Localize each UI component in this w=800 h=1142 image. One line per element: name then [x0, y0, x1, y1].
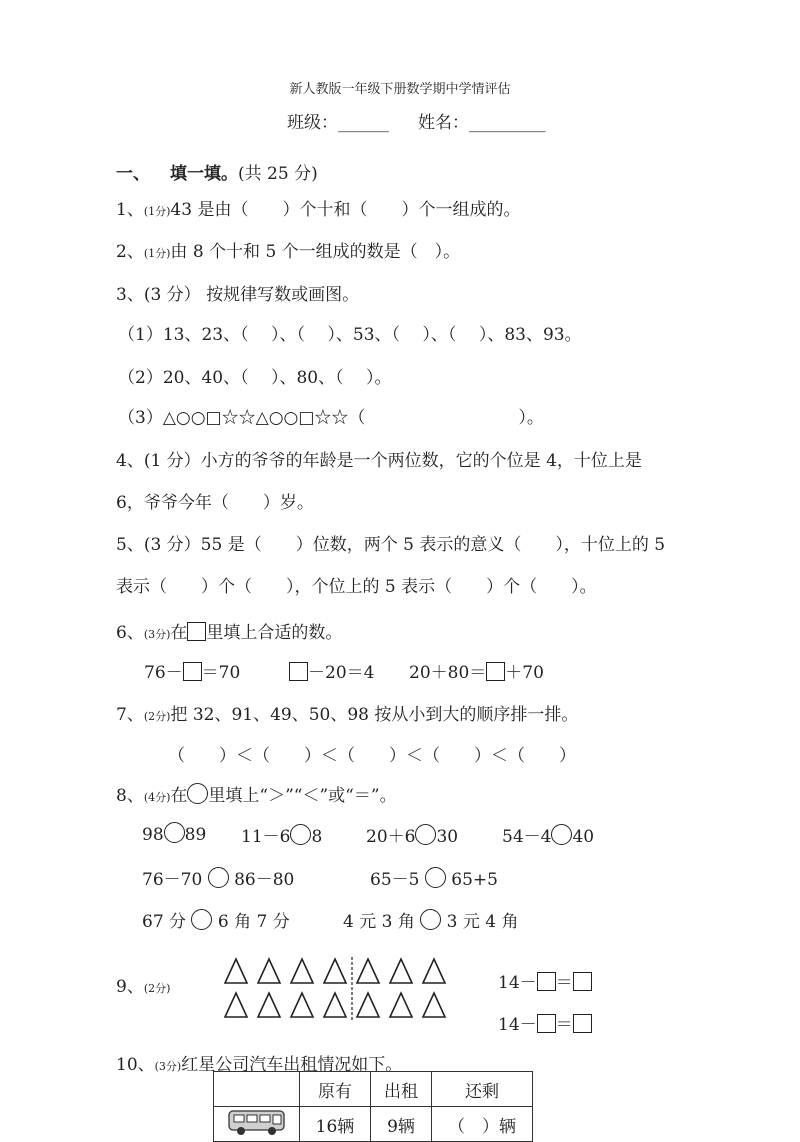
right-operand: 6 角 7 分 [217, 912, 290, 932]
triangle-icon [258, 993, 280, 1017]
left-operand: 67 分 [142, 912, 187, 932]
question-3-heading: 3、(3 分） 按规律写数或画图。 [116, 285, 360, 305]
left-operand: 20＋6 [366, 827, 416, 847]
bus-image-cell [214, 1107, 300, 1142]
question-text: 在 [170, 623, 188, 643]
question-3-line-1: （1）13、23、（ ）、（ ）、53、（ ）、（ ）、83、93。 [118, 325, 582, 345]
right-operand: 8 [311, 827, 323, 847]
left-operand: 65－5 [370, 870, 420, 890]
expr-text: －20＝4 [308, 663, 375, 683]
right-operand: 86－80 [234, 870, 295, 890]
table-row [214, 1107, 533, 1142]
triangle-icon [258, 959, 280, 983]
section-score: (共 25 分) [238, 164, 318, 184]
compare-circle[interactable] [551, 824, 572, 845]
question-number: 6、 [116, 623, 144, 643]
q9-equation-2 [498, 1010, 592, 1035]
table-header-cell: 原有 [300, 1072, 371, 1107]
question-text: 里填上合适的数。 [206, 623, 343, 643]
q6-expression-2 [289, 658, 374, 683]
question-text: 在 [170, 786, 188, 806]
triangle-icon [225, 959, 247, 983]
question-1 [116, 195, 520, 220]
expr-text: ＝70 [201, 663, 241, 683]
q8-compare [142, 822, 206, 845]
question-number: 8、 [116, 786, 144, 806]
answer-box[interactable] [537, 972, 556, 991]
triangle-icon [357, 959, 379, 983]
compare-circle[interactable] [415, 824, 436, 845]
question-number: 2、 [116, 242, 144, 262]
question-points: (3分) [154, 1060, 182, 1073]
q6-expression-3 [409, 658, 544, 683]
triangle-icon [324, 993, 346, 1017]
left-operand: 11－6 [241, 827, 291, 847]
q8-compare [370, 865, 498, 890]
question-points: (1分) [143, 205, 171, 218]
expr-text: ＝ [555, 1015, 573, 1035]
table-answer-cell[interactable]: （ ）辆 [432, 1107, 533, 1142]
question-points: (1分) [143, 247, 171, 260]
q8-compare [241, 822, 322, 847]
compare-circle[interactable] [420, 909, 441, 930]
question-number: 9、 [116, 977, 144, 997]
triangle-icon [291, 993, 313, 1017]
left-operand: 54－4 [502, 827, 552, 847]
question-number: 10、 [116, 1055, 155, 1075]
answer-box[interactable] [486, 662, 505, 681]
question-number: 1、 [116, 200, 144, 220]
table-header-cell: 出租 [371, 1072, 432, 1107]
answer-circle-icon [187, 783, 208, 804]
left-operand: 4 元 3 角 [343, 912, 415, 932]
answer-box[interactable] [573, 1014, 592, 1033]
expr-text: 14－ [498, 973, 537, 993]
question-4-line-2: 6，爷爷今年（ ）岁。 [116, 493, 314, 513]
question-3-line-2: （2）20、40、（ ）、80、（ ）。 [118, 368, 392, 388]
question-6 [116, 618, 342, 643]
compare-circle[interactable] [191, 909, 212, 930]
expr-text: 20＋80＝ [409, 663, 487, 683]
table-cell: 9辆 [371, 1107, 432, 1142]
question-9 [116, 972, 170, 997]
question-text: 由 8 个十和 5 个一组成的数是（ ）。 [170, 242, 461, 262]
right-operand: 40 [572, 827, 595, 847]
table-header-row [214, 1072, 533, 1107]
q8-compare [142, 907, 290, 932]
question-text: 里填上“＞”“＜”或“＝”。 [208, 786, 397, 806]
compare-circle[interactable] [208, 867, 229, 888]
q8-compare [366, 822, 458, 847]
expr-text: ＋70 [505, 663, 544, 683]
compare-circle[interactable] [425, 867, 446, 888]
bus-icon [226, 1108, 288, 1136]
triangle-icon [423, 993, 445, 1017]
question-text: 43 是由（ ）个十和（ ）个一组成的。 [170, 200, 521, 220]
triangle-icon [324, 959, 346, 983]
triangle-icon [423, 959, 445, 983]
triangle-icon [291, 959, 313, 983]
question-number: 7、 [116, 705, 144, 725]
question-points: (2分) [143, 982, 171, 995]
question-5-line-2: 表示（ ）个（ ），个位上的 5 表示（ ）个（ ）。 [116, 577, 597, 597]
section-heading [116, 159, 318, 184]
page-title: 新人教版一年级下册数学期中学情评估 [289, 82, 511, 97]
right-operand: 30 [436, 827, 459, 847]
right-operand: 3 元 4 角 [446, 912, 519, 932]
question-3-line-3: （3）△○○□☆☆△○○□☆☆（ ）。 [118, 408, 544, 428]
answer-box[interactable] [183, 662, 202, 681]
question-text: 把 32、91、49、50、98 按从小到大的顺序排一排。 [170, 705, 579, 725]
question-5-line-1: 5、(3 分）55 是（ ）位数，两个 5 表示的意义（ ），十位上的 5 [116, 535, 666, 555]
question-7 [116, 700, 578, 725]
compare-circle[interactable] [164, 822, 185, 843]
compare-circle[interactable] [290, 824, 311, 845]
class-field[interactable]: 班级：______ [287, 113, 389, 133]
q8-compare [142, 865, 294, 890]
triangles-figure [222, 955, 457, 1025]
right-operand: 65+5 [451, 870, 498, 890]
question-4-line-1: 4、(1 分）小方的爷爷的年龄是一个两位数，它的个位是 4，十位上是 [116, 451, 642, 471]
question-points: (2分) [143, 710, 171, 723]
right-operand: 89 [184, 825, 207, 845]
question-2 [116, 237, 460, 262]
answer-box[interactable] [537, 1014, 556, 1033]
question-points: (3分) [143, 628, 171, 641]
expr-text: ＝ [555, 973, 573, 993]
name-field[interactable]: 姓名：_________ [418, 113, 546, 133]
q8-compare [502, 822, 594, 847]
table-corner-cell [214, 1072, 300, 1107]
rental-table [213, 1071, 533, 1142]
section-number: 一、 [116, 164, 150, 184]
section-title: 填一填。 [170, 164, 238, 184]
triangle-icon [390, 959, 412, 983]
expr-text: 14－ [498, 1015, 537, 1035]
q6-expression-1 [144, 658, 240, 683]
question-8 [116, 781, 397, 806]
triangle-icon [390, 993, 412, 1017]
expr-text: 76－ [144, 663, 183, 683]
left-operand: 98 [142, 825, 164, 845]
question-points: (4分) [143, 791, 171, 804]
answer-box[interactable] [573, 972, 592, 991]
q9-equation-1 [498, 968, 592, 993]
question-text: 红星公司汽车出租情况如下。 [181, 1055, 403, 1075]
q8-compare [343, 907, 519, 932]
answer-box-icon [187, 622, 206, 641]
left-operand: 76－70 [142, 870, 203, 890]
answer-box[interactable] [289, 662, 308, 681]
triangle-icon [357, 993, 379, 1017]
triangle-icon [225, 993, 247, 1017]
table-header-cell: 还剩 [432, 1072, 533, 1107]
table-cell: 16辆 [300, 1107, 371, 1142]
q7-answer-row[interactable]: （ ）＜（ ）＜（ ）＜（ ）＜（ ） [168, 746, 576, 766]
